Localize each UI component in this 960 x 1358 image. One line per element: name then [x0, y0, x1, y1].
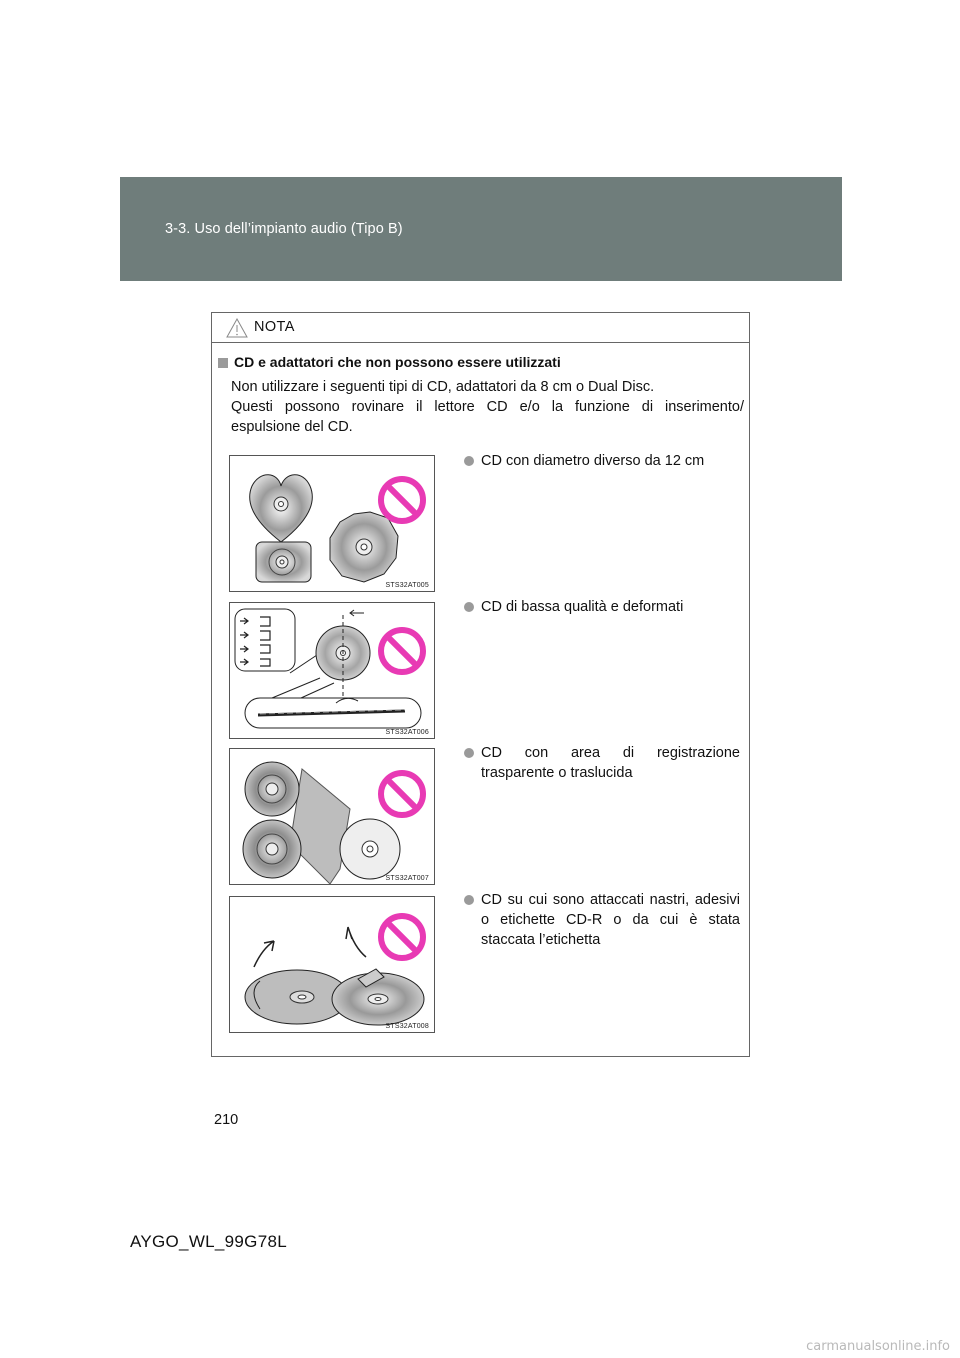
intro-paragraph: Non utilizzare i seguenti tipi di CD, adattatori da 8 cm o Dual Disc. Questi possono rovinare il lettore CD e/o la funzione di inserimento/ espulsione del CD.: [231, 379, 744, 435]
prohibition-icon: [381, 773, 423, 815]
section-title: CD e adattatori che non possono essere utilizzati: [218, 354, 561, 370]
bullet-icon: [464, 895, 474, 905]
figure-code: STS32AT005: [385, 582, 429, 589]
section-header: 3-3. Uso dell’impianto audio (Tipo B): [165, 221, 403, 237]
prohibition-icon: [381, 916, 423, 958]
bullet-icon: [464, 748, 474, 758]
prohibition-icon: [381, 479, 423, 521]
note-label: NOTA: [254, 319, 295, 335]
prohibition-icon: [381, 630, 423, 672]
figure-code: STS32AT008: [385, 1023, 429, 1030]
watermark: carmanualsonline.info: [806, 1339, 950, 1354]
document-code: AYGO_WL_99G78L: [130, 1232, 287, 1251]
list-item: CD di bassa qualità e deformati: [464, 597, 740, 617]
header-band: [120, 177, 842, 281]
figure-code: STS32AT007: [385, 875, 429, 882]
note-box: [211, 312, 750, 1057]
figure-deformed-cds: [229, 602, 435, 739]
list-item: CD con diametro diverso da 12 cm: [464, 451, 740, 471]
warning-icon: [226, 318, 248, 338]
figure-transparent-cds: [229, 748, 435, 885]
bullet-icon: [464, 602, 474, 612]
page-number: 210: [214, 1112, 239, 1128]
figure-code: STS32AT006: [385, 729, 429, 736]
figure-labeled-cds: [229, 896, 435, 1033]
figure-odd-shaped-cds: [229, 455, 435, 592]
list-item: CD su cui sono attaccati nastri, adesivi o etichette CD-R o da cui è stata staccata l’etichetta: [464, 890, 740, 950]
square-bullet-icon: [218, 358, 228, 368]
bullet-icon: [464, 456, 474, 466]
list-item: CD con area di registrazione trasparente o traslucida: [464, 743, 740, 783]
note-header: [212, 313, 749, 343]
